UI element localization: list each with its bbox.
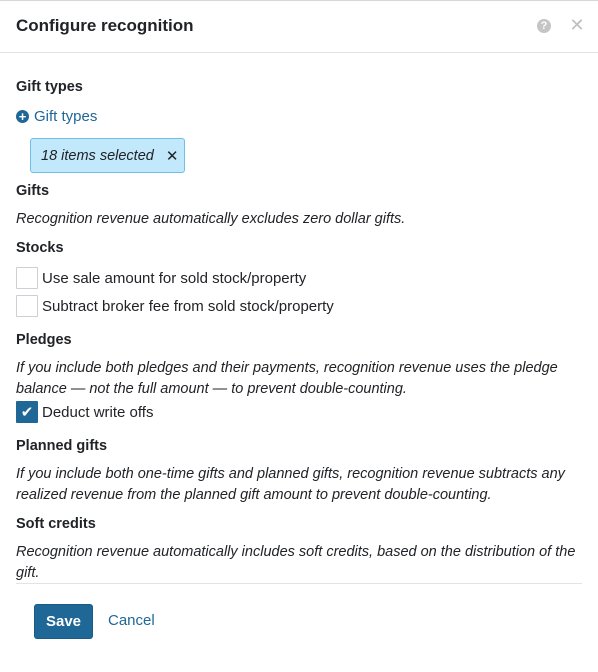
close-icon[interactable]: ✕ [569,15,585,35]
subtract-broker-fee-label: Subtract broker fee from sold stock/property [42,297,334,315]
stocks-heading: Stocks [16,240,64,256]
use-sale-amount-checkbox[interactable] [16,267,38,289]
selected-gift-types-token [30,138,185,173]
soft-credits-note: Recognition revenue automatically includes soft credits, based on the distribution of the gift. [16,544,576,581]
add-gift-types-link[interactable] [16,105,97,127]
help-icon[interactable]: ? [537,19,551,33]
dialog-title: Configure recognition [16,16,194,35]
soft-credits-heading: Soft credits [16,516,96,532]
use-sale-amount-label: Use sale amount for sold stock/property [42,269,307,287]
gifts-note: Recognition revenue automatically excludes zero dollar gifts. [16,211,406,227]
token-label: 18 items selected [41,147,154,164]
deduct-write-offs-label: Deduct write offs [42,403,154,421]
deduct-write-offs-option[interactable] [16,401,153,423]
save-button[interactable]: Save [34,604,93,639]
pledges-heading: Pledges [16,332,72,348]
cancel-button[interactable]: Cancel [108,612,155,629]
pledges-note: If you include both pledges and their payments, recognition revenue uses the pledge balance — not the full amount — to prevent double-counting. [16,360,558,397]
remove-token-icon[interactable]: ✕ [165,147,179,165]
plus-circle-icon: + [16,110,29,123]
subtract-broker-fee-option[interactable] [16,295,334,317]
gifts-heading: Gifts [16,183,50,199]
gift-types-heading: Gift types [16,79,83,95]
dialog-header [0,1,598,53]
use-sale-amount-option[interactable] [16,267,306,289]
planned-gifts-heading: Planned gifts [16,438,108,454]
planned-gifts-note: If you include both one-time gifts and planned gifts, recognition revenue subtracts any realized revenue from the planned gift amount to prevent double-counting. [16,466,565,503]
add-gift-types-label: Gift types [34,107,98,125]
footer-divider [16,583,582,584]
subtract-broker-fee-checkbox[interactable] [16,295,38,317]
checkmark-icon[interactable]: ✔ [16,401,38,423]
